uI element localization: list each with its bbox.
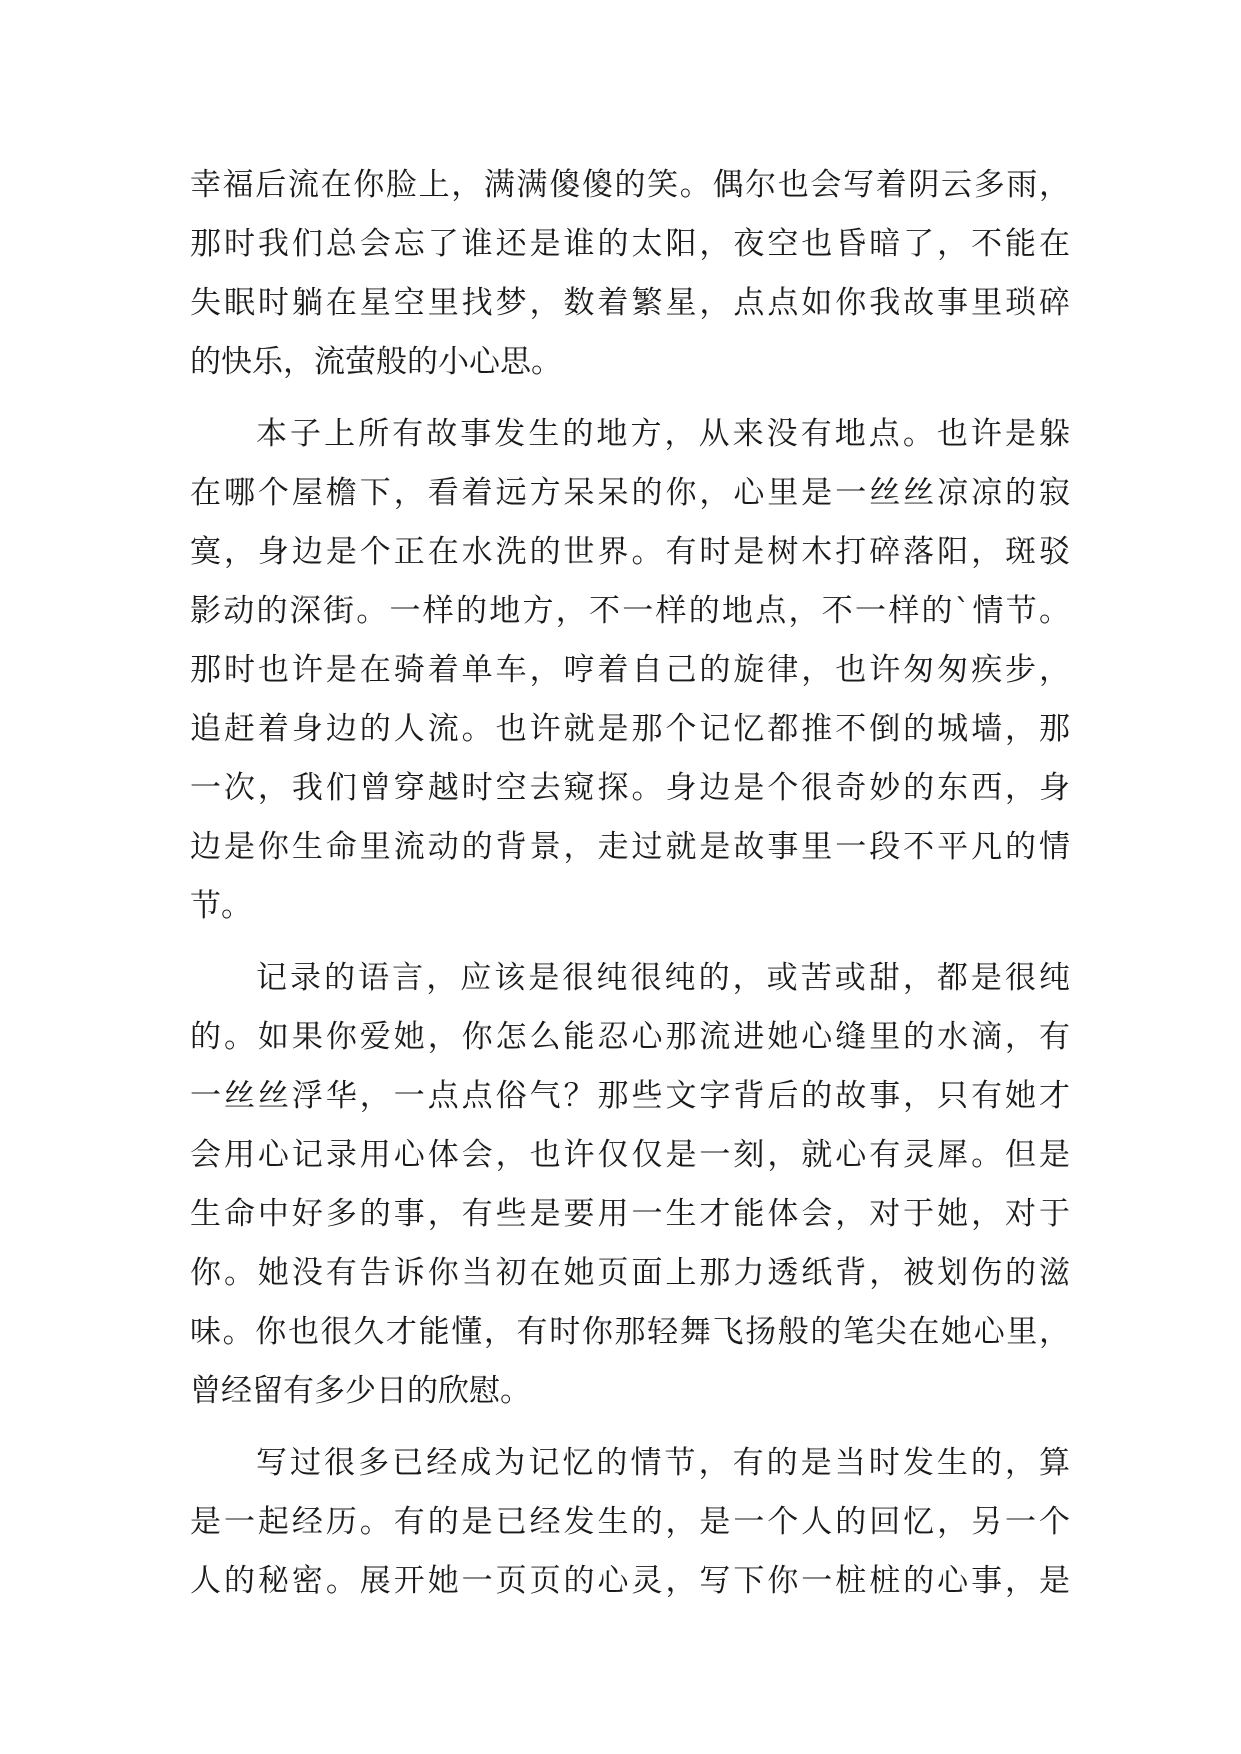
text-line: 曾经留有多少日的欣慰。 xyxy=(190,1373,531,1409)
text-line: 影动的深街。一样的地方，不一样的地点，不一样的`情节。 xyxy=(190,593,1070,629)
text-line: 的。如果你爱她，你怎么能忍心那流进她心缝里的水滴，有 xyxy=(190,1019,1070,1055)
document-body xyxy=(190,156,1070,1611)
paragraph-spacer xyxy=(190,1421,1070,1434)
text-line: 幸福后流在你脸上，满满傻傻的笑。偶尔也会写着阴云多雨， xyxy=(190,167,1070,203)
text-line: 失眠时躺在星空里找梦，数着繁星，点点如你我故事里琐碎 xyxy=(190,285,1070,321)
text-line: 记录的语言，应该是很纯很纯的，或苦或甜，都是很纯 xyxy=(256,960,1070,996)
paragraph-1 xyxy=(190,156,1070,392)
text-line: 生命中好多的事，有些是要用一生才能体会，对于她，对于 xyxy=(190,1196,1070,1232)
text-line: 会用心记录用心体会，也许仅仅是一刻，就心有灵犀。但是 xyxy=(190,1137,1070,1173)
text-line: 人的秘密。展开她一页页的心灵，写下你一桩桩的心事，是 xyxy=(190,1563,1070,1599)
text-line: 的快乐，流萤般的小心思。 xyxy=(190,344,562,380)
text-line: 在哪个屋檐下，看着远方呆呆的你，心里是一丝丝凉凉的寂 xyxy=(190,475,1070,511)
text-line: 写过很多已经成为记忆的情节，有的是当时发生的，算 xyxy=(256,1445,1070,1481)
paragraph-spacer xyxy=(190,392,1070,405)
text-line: 本子上所有故事发生的地方，从来没有地点。也许是躲 xyxy=(256,416,1070,452)
text-line: 寞，身边是个正在水洗的世界。有时是树木打碎落阳，斑驳 xyxy=(190,534,1070,570)
paragraph-4 xyxy=(190,1434,1070,1611)
text-line: 味。你也很久才能懂，有时你那轻舞飞扬般的笔尖在她心里， xyxy=(190,1314,1070,1350)
paragraph-2 xyxy=(190,405,1070,936)
paragraph-3 xyxy=(190,949,1070,1421)
paragraph-spacer xyxy=(190,936,1070,949)
text-line: 边是你生命里流动的背景，走过就是故事里一段不平凡的情 xyxy=(190,829,1070,865)
text-line: 那时也许是在骑着单车，哼着自己的旋律，也许匆匆疾步， xyxy=(190,652,1070,688)
text-line: 一丝丝浮华，一点点俗气？那些文字背后的故事，只有她才 xyxy=(190,1078,1070,1114)
text-line: 你。她没有告诉你当初在她页面上那力透纸背，被划伤的滋 xyxy=(190,1255,1070,1291)
text-line: 节。 xyxy=(190,888,252,924)
text-line: 追赶着身边的人流。也许就是那个记忆都推不倒的城墙，那 xyxy=(190,711,1070,747)
text-line: 一次，我们曾穿越时空去窥探。身边是个很奇妙的东西，身 xyxy=(190,770,1070,806)
text-line: 是一起经历。有的是已经发生的，是一个人的回忆，另一个 xyxy=(190,1504,1070,1540)
text-line: 那时我们总会忘了谁还是谁的太阳，夜空也昏暗了，不能在 xyxy=(190,226,1070,262)
